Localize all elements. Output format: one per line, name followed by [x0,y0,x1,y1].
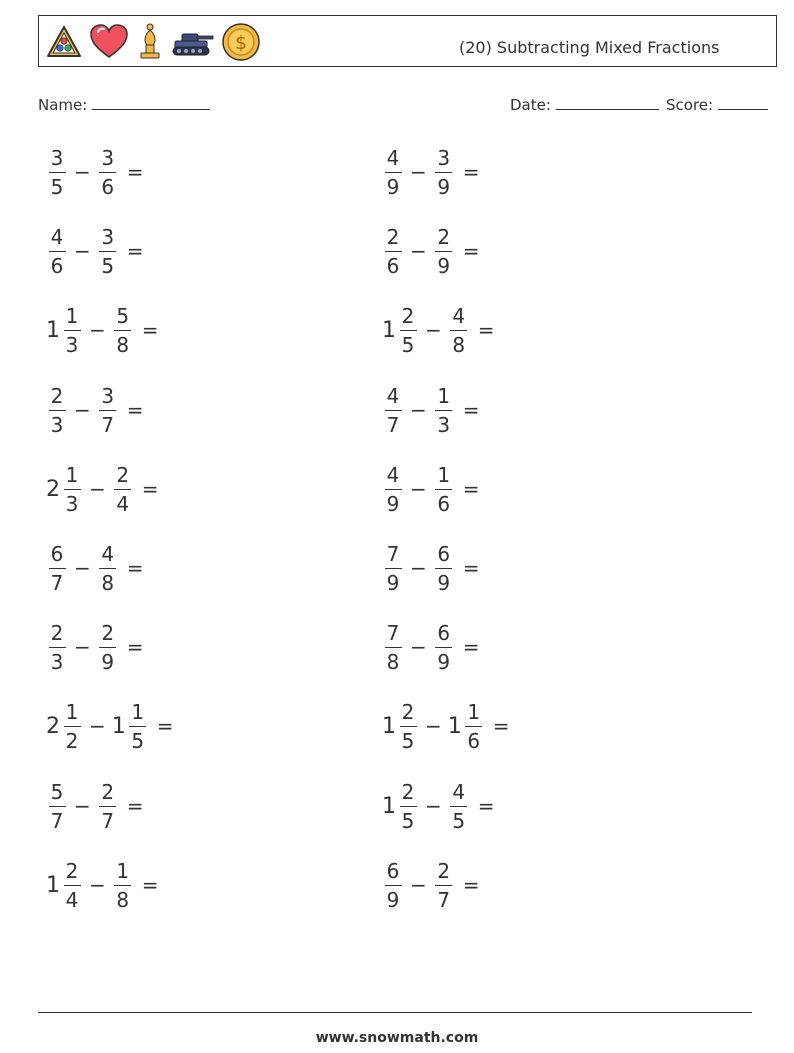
denominator: 8 [452,332,466,357]
equals-sign: = [462,477,480,501]
problem-item [382,539,480,597]
numerator: 3 [50,145,64,170]
whole-number: 1 [447,713,462,739]
fraction [397,780,419,833]
whole-number: 1 [111,713,126,739]
denominator: 8 [116,332,130,357]
numerator: 2 [401,303,415,328]
numerator: 2 [437,858,451,883]
numerator: 4 [50,224,64,249]
numerator: 6 [386,858,400,883]
problem-item [382,143,480,201]
fraction [382,859,404,912]
name-field [38,95,210,114]
fraction-bar [385,410,402,411]
numerator: 1 [65,303,79,328]
numerator: 1 [65,462,79,487]
fraction [397,700,419,753]
equals-sign: = [462,239,480,263]
problem-item [46,539,144,597]
numerator: 3 [437,145,451,170]
numerator: 1 [65,699,79,724]
fraction [46,146,68,199]
fraction [433,384,455,437]
problem-item [46,222,144,280]
chess-bishop-icon [135,22,165,62]
fraction-bar [400,806,417,807]
numerator: 2 [50,383,64,408]
fraction-bar [465,726,482,727]
denominator: 3 [437,412,451,437]
denominator: 5 [452,808,466,833]
header-icons [45,21,261,63]
fraction-bar [450,330,467,331]
score-label: Score: [666,96,714,114]
fraction-bar [99,806,116,807]
equals-sign: = [141,477,159,501]
numerator: 7 [386,541,400,566]
denominator: 6 [386,253,400,278]
problem-item [46,777,144,835]
denominator: 4 [116,491,130,516]
minus-sign: − [410,873,427,897]
denominator: 9 [437,570,451,595]
numerator: 3 [101,224,115,249]
denominator: 9 [386,174,400,199]
numerator: 1 [437,462,451,487]
fraction-bar [435,172,452,173]
denominator: 7 [437,887,451,912]
denominator: 9 [437,253,451,278]
fraction [382,225,404,278]
numerator: 4 [386,383,400,408]
equals-sign: = [462,160,480,184]
minus-sign: − [74,635,91,659]
fraction-bar [435,885,452,886]
denominator: 9 [437,174,451,199]
numerator: 2 [386,224,400,249]
problem-item [382,697,510,755]
fraction-bar [64,489,81,490]
date-field [510,95,659,114]
worksheet-title: (20) Subtracting Mixed Fractions [459,38,720,57]
numerator: 6 [50,541,64,566]
whole-number: 1 [382,317,396,343]
fraction-bar [99,647,116,648]
equals-sign: = [462,873,480,897]
fraction-bar [99,568,116,569]
problem-item [382,222,480,280]
fraction [382,542,404,595]
equals-sign: = [141,873,159,897]
fraction [97,621,119,674]
fraction-bar [385,568,402,569]
numerator: 2 [401,699,415,724]
numerator: 2 [437,224,451,249]
fraction [433,621,455,674]
fraction-bar [385,251,402,252]
fraction [382,463,404,516]
numerator: 4 [452,779,466,804]
problem-item [382,777,495,835]
denominator: 7 [101,808,115,833]
denominator: 5 [401,332,415,357]
fraction-bar [385,647,402,648]
minus-sign: − [410,160,427,184]
whole-number: 2 [46,713,60,739]
denominator: 3 [50,649,64,674]
fraction-bar [114,489,131,490]
problem-item [46,618,144,676]
problem-item [46,301,159,359]
numerator: 3 [101,383,115,408]
numerator: 4 [386,462,400,487]
whole-number: 1 [46,317,60,343]
footer-divider [38,1012,752,1013]
denominator: 3 [65,332,79,357]
fraction [397,304,419,357]
score-field [666,95,768,114]
problem-item [46,856,159,914]
problem-item [382,301,495,359]
denominator: 7 [50,808,64,833]
numerator: 4 [101,541,115,566]
fraction [61,700,83,753]
problem-item [382,460,480,518]
denominator: 8 [386,649,400,674]
denominator: 5 [401,728,415,753]
denominator: 9 [386,887,400,912]
numerator: 1 [467,699,481,724]
fraction-bar [450,806,467,807]
fraction-bar [49,647,66,648]
minus-sign: − [89,873,106,897]
fraction-bar [49,410,66,411]
fraction [448,780,470,833]
heart-icon [89,23,129,61]
minus-sign: − [425,318,442,342]
fraction-bar [435,410,452,411]
minus-sign: − [410,477,427,501]
whole-number: 1 [382,713,396,739]
minus-sign: − [89,477,106,501]
fraction-bar [385,172,402,173]
fraction [46,542,68,595]
numerator: 2 [101,620,115,645]
equals-sign: = [126,556,144,580]
denominator: 5 [50,174,64,199]
minus-sign: − [74,398,91,422]
numerator: 6 [437,620,451,645]
fraction [433,463,455,516]
fraction [433,146,455,199]
fraction-bar [400,726,417,727]
equals-sign: = [462,556,480,580]
minus-sign: − [89,318,106,342]
equals-sign: = [462,398,480,422]
date-blank [556,95,659,110]
denominator: 8 [101,570,115,595]
fraction-bar [400,330,417,331]
fraction-bar [49,172,66,173]
fraction-bar [129,726,146,727]
fraction-bar [114,885,131,886]
denominator: 3 [50,412,64,437]
minus-sign: − [74,794,91,818]
fraction [97,542,119,595]
name-blank [92,95,210,110]
problem-item [46,143,144,201]
equals-sign: = [126,160,144,184]
denominator: 9 [386,491,400,516]
equals-sign: = [156,714,174,738]
fraction-bar [49,568,66,569]
fraction [97,384,119,437]
name-label: Name: [38,96,88,114]
worksheet-header [38,15,777,67]
fraction [97,780,119,833]
numerator: 1 [437,383,451,408]
denominator: 9 [101,649,115,674]
denominator: 2 [65,728,79,753]
equals-sign: = [477,794,495,818]
fraction-bar [64,330,81,331]
whole-number: 1 [46,872,60,898]
whole-number: 2 [46,476,60,502]
fraction-bar [435,251,452,252]
numerator: 5 [116,303,130,328]
fraction [112,859,134,912]
billiard-rack-icon [45,23,83,61]
denominator: 6 [50,253,64,278]
problem-item [46,381,144,439]
fraction-bar [435,568,452,569]
equals-sign: = [126,239,144,263]
fraction-bar [64,885,81,886]
fraction-bar [99,410,116,411]
numerator: 3 [101,145,115,170]
fraction [382,384,404,437]
numerator: 2 [65,858,79,883]
minus-sign: − [425,714,442,738]
denominator: 6 [437,491,451,516]
tank-icon [171,24,215,60]
denominator: 9 [386,570,400,595]
score-blank [718,95,768,110]
minus-sign: − [410,239,427,263]
fraction-bar [435,489,452,490]
fraction [61,463,83,516]
fraction-bar [435,647,452,648]
minus-sign: − [425,794,442,818]
denominator: 5 [101,253,115,278]
denominator: 5 [131,728,145,753]
fraction-bar [385,489,402,490]
denominator: 7 [386,412,400,437]
fraction [448,304,470,357]
denominator: 4 [65,887,79,912]
minus-sign: − [74,239,91,263]
denominator: 7 [50,570,64,595]
fraction [61,304,83,357]
fraction [433,542,455,595]
minus-sign: − [74,160,91,184]
numerator: 2 [116,462,130,487]
problem-item [382,381,480,439]
numerator: 1 [116,858,130,883]
equals-sign: = [477,318,495,342]
denominator: 7 [101,412,115,437]
fraction [382,146,404,199]
problem-item [382,856,480,914]
numerator: 5 [50,779,64,804]
equals-sign: = [126,635,144,659]
denominator: 8 [116,887,130,912]
fraction-bar [114,330,131,331]
numerator: 4 [386,145,400,170]
fraction-bar [99,172,116,173]
fraction [46,225,68,278]
minus-sign: − [74,556,91,580]
fraction [112,304,134,357]
numerator: 4 [452,303,466,328]
equals-sign: = [126,794,144,818]
fraction [46,621,68,674]
fraction [46,384,68,437]
numerator: 2 [401,779,415,804]
fraction-bar [49,251,66,252]
equals-sign: = [126,398,144,422]
minus-sign: − [410,398,427,422]
denominator: 9 [437,649,451,674]
fraction [463,700,485,753]
fraction [433,859,455,912]
problem-item [46,697,174,755]
denominator: 6 [101,174,115,199]
fraction [97,225,119,278]
numerator: 2 [101,779,115,804]
fraction [382,621,404,674]
fraction [112,463,134,516]
numerator: 6 [437,541,451,566]
fraction [61,859,83,912]
minus-sign: − [410,556,427,580]
fraction-bar [99,251,116,252]
fraction-bar [64,726,81,727]
minus-sign: − [410,635,427,659]
denominator: 6 [467,728,481,753]
numerator: 7 [386,620,400,645]
fraction-bar [49,806,66,807]
fraction-bar [385,885,402,886]
equals-sign: = [141,318,159,342]
date-label: Date: [510,96,551,114]
equals-sign: = [462,635,480,659]
whole-number: 1 [382,793,396,819]
minus-sign: − [89,714,106,738]
numerator: 1 [131,699,145,724]
dollar-coin-icon [221,22,261,62]
fraction [127,700,149,753]
footer-url: www.snowmath.com [315,1030,479,1046]
denominator: 5 [401,808,415,833]
fraction [433,225,455,278]
equals-sign: = [492,714,510,738]
svg-text:$: $ [234,32,248,54]
numerator: 2 [50,620,64,645]
fraction [97,146,119,199]
fraction [46,780,68,833]
denominator: 3 [65,491,79,516]
problem-item [382,618,480,676]
problem-item [46,460,159,518]
